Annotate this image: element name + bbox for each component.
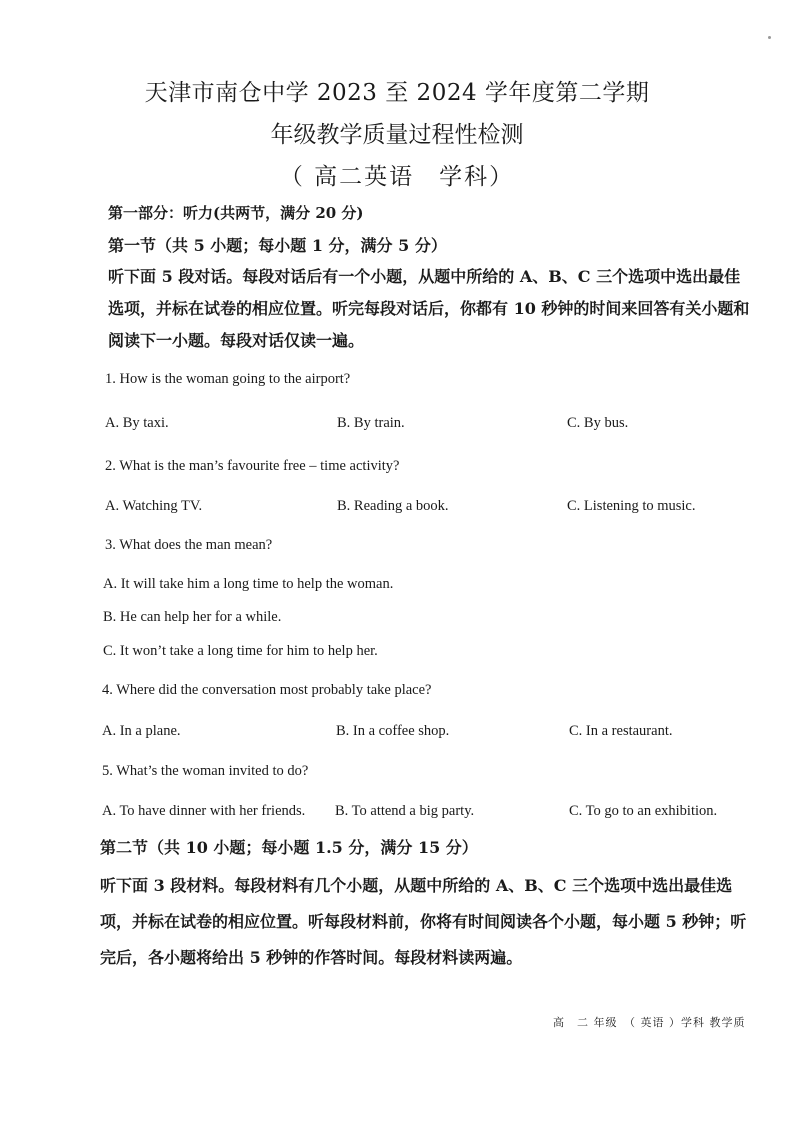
question-stem: 2. What is the man’s favourite free – time activity? <box>105 458 400 474</box>
question-option: B. By train. <box>337 415 405 431</box>
section1-instructions: 听下面 5 段对话。每段对话后有一个小题，从题中所给的 A、B、C 三个选项中选出最佳选项，并标在试卷的相应位置。听完每段对话后，你都有 10 秒钟的时间来回答有关小题和阅读下一小题。每段对话仅读一遍。 <box>108 267 750 350</box>
page-footer: 高 二 年级 （ 英语 ）学科 教学质 <box>553 1016 746 1029</box>
section2-heading: 第二节（共 10 小题；每小题 1.5 分，满分 15 分） <box>100 838 478 857</box>
question-stem: 3. What does the man mean? <box>105 537 273 553</box>
question-stem: 5. What’s the woman invited to do? <box>102 763 309 779</box>
question-option: C. By bus. <box>567 415 629 431</box>
question-option: B. To attend a big party. <box>335 803 475 819</box>
section1-heading: 第一节（共 5 小题；每小题 1 分，满分 5 分） <box>108 236 447 255</box>
question-option: A. By taxi. <box>105 415 169 431</box>
question-option: A. In a plane. <box>102 723 181 739</box>
part1-heading: 第一部分：听力(共两节，满分 20 分) <box>108 204 364 222</box>
exam-title-school: 天津市南仓中学 2023 至 2024 学年度第二学期 <box>144 80 650 106</box>
exam-title-test: 年级教学质量过程性检测 <box>270 122 524 148</box>
section2-instructions: 听下面 3 段材料。每段材料有几个小题，从题中所给的 A、B、C 三个选项中选出最佳选项，并标在试卷的相应位置。听每段材料前，你将有时间阅读各个小题，每小题 5 秒钟；听完后，各小题将给出 5 秒钟的作答时间。每段材料读两遍。 <box>100 876 747 967</box>
exam-title-subject: （ 高二英语 学科） <box>279 164 515 190</box>
question-option: B. In a coffee shop. <box>336 723 450 739</box>
question-option: C. To go to an exhibition. <box>569 803 718 819</box>
question-stem: 4. Where did the conversation most probably take place? <box>102 682 432 698</box>
scan-speck <box>768 36 771 39</box>
question-option: C. In a restaurant. <box>569 723 673 739</box>
question-stem: 1. How is the woman going to the airport? <box>105 371 351 387</box>
question-option: B. He can help her for a while. <box>103 609 282 625</box>
question-option: A. To have dinner with her friends. <box>102 803 306 819</box>
question-option: C. It won’t take a long time for him to help her. <box>103 643 378 659</box>
question-option: B. Reading a book. <box>337 498 449 514</box>
question-option: A. It will take him a long time to help the woman. <box>103 576 394 592</box>
question-option: C. Listening to music. <box>567 498 696 514</box>
question-option: A. Watching TV. <box>105 498 203 514</box>
